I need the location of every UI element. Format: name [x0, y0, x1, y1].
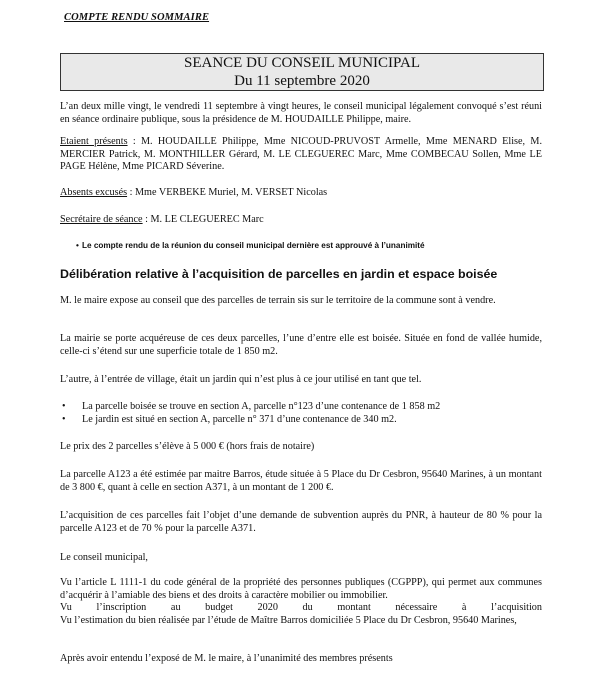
session-date: Du 11 septembre 2020 [234, 73, 370, 89]
attendees-present-list: : M. HOUDAILLE Philippe, Mme NICOUD-PRUVOST Armelle, Mme MENARD Elise, M. MERCIER Patrick, M. MONTHILLER Gérard, M. LE CLEGUEREC Marc, Mme COMBECAU Sollen, Mme LE PAGE Hélène, Mme PICARD Séverine. [60, 136, 543, 172]
deliberation-heading: Délibération relative à l’acquisition de parcelles en jardin et espace boisée [60, 267, 498, 281]
paragraph: La parcelle A123 a été estimée par maitre Barros, étude située à 5 Place du Dr Cesbron, 95640 Marines, à un montant de 3 800 €, quant à celle en section A371, à un montant de 1 200 €. [60, 469, 542, 493]
list-item-text: Le jardin est situé en section A, parcelle n° 371 d’une contenance de 340 m2. [82, 414, 397, 425]
attendees-absent [60, 187, 542, 200]
session-secretary [60, 214, 542, 227]
paragraph: L’acquisition de ces parcelles fait l’objet d’une demande de subvention auprès du PNR, à hauteur de 80 % pour la parcelle A123 et de 70 % pour la parcelle A371. [60, 510, 542, 534]
paragraph: Le prix des 2 parcelles s’élève à 5 000 € (hors frais de notaire) [60, 441, 315, 452]
session-secretary-label: Secrétaire de séance [60, 214, 143, 225]
bullet-icon: • [62, 401, 66, 412]
paragraph: Après avoir entendu l’exposé de M. le maire, à l’unanimité des membres présents [60, 653, 393, 664]
approval-item [76, 241, 542, 250]
title-box [60, 53, 544, 91]
paragraph: L’autre, à l’entrée de village, était un jardin qui n’est plus à ce jour utilisé en tant que tel. [60, 374, 422, 385]
attendees-present [60, 136, 542, 174]
paragraph: La mairie se porte acquéreuse de ces deux parcelles, l’une d’entre elle est boisée. Située en fond de vallée humide, celle-ci s’étend sur une superficie totale de 1 850 m2. [60, 333, 542, 357]
list-item-text: La parcelle boisée se trouve en section A, parcelle n°123 d’une contenance de 1 858 m2 [82, 401, 441, 412]
bullet-icon: • [76, 241, 79, 250]
list-item [62, 401, 542, 414]
legal-basis: Vu l’inscription au budget 2020 du montant nécessaire à l’acquisition [60, 602, 542, 613]
legal-basis: Vu l’estimation du bien réalisée par l’étude de Maître Barros domiciliée 5 Place du Dr Cesbron, 95640 Marines, [60, 615, 517, 626]
attendees-absent-label: Absents excusés [60, 187, 128, 198]
approval-text: Le compte rendu de la réunion du conseil municipal dernière est approuvé à l’unanimité [82, 241, 425, 250]
paragraph: M. le maire expose au conseil que des parcelles de terrain sis sur le territoire de la commune sont à vendre. [60, 295, 496, 306]
paragraph: Le conseil municipal, [60, 552, 148, 563]
session-secretary-name: : M. LE CLEGUEREC Marc [142, 214, 264, 225]
intro-paragraph: L’an deux mille vingt, le vendredi 11 septembre à vingt heures, le conseil municipal légalement convoqué s’est réuni en séance ordinaire publique, sous la présidence de M. HOUDAILLE Philippe, maire. [60, 101, 542, 125]
attendees-absent-list: : Mme VERBEKE Muriel, M. VERSET Nicolas [127, 187, 328, 198]
session-title: SEANCE DU CONSEIL MUNICIPAL [184, 55, 420, 71]
legal-basis: Vu l’article L 1111-1 du code général de la propriété des personnes publiques (CGPPP), qui permet aux communes d’acquérir à l’amiable des biens et des droits à caractère mobilier ou immobilier. [60, 577, 542, 601]
document-type-label: COMPTE RENDU SOMMAIRE [64, 12, 210, 23]
bullet-icon: • [62, 414, 66, 425]
attendees-present-label: Etaient présents [60, 136, 128, 147]
list-item [62, 414, 542, 427]
